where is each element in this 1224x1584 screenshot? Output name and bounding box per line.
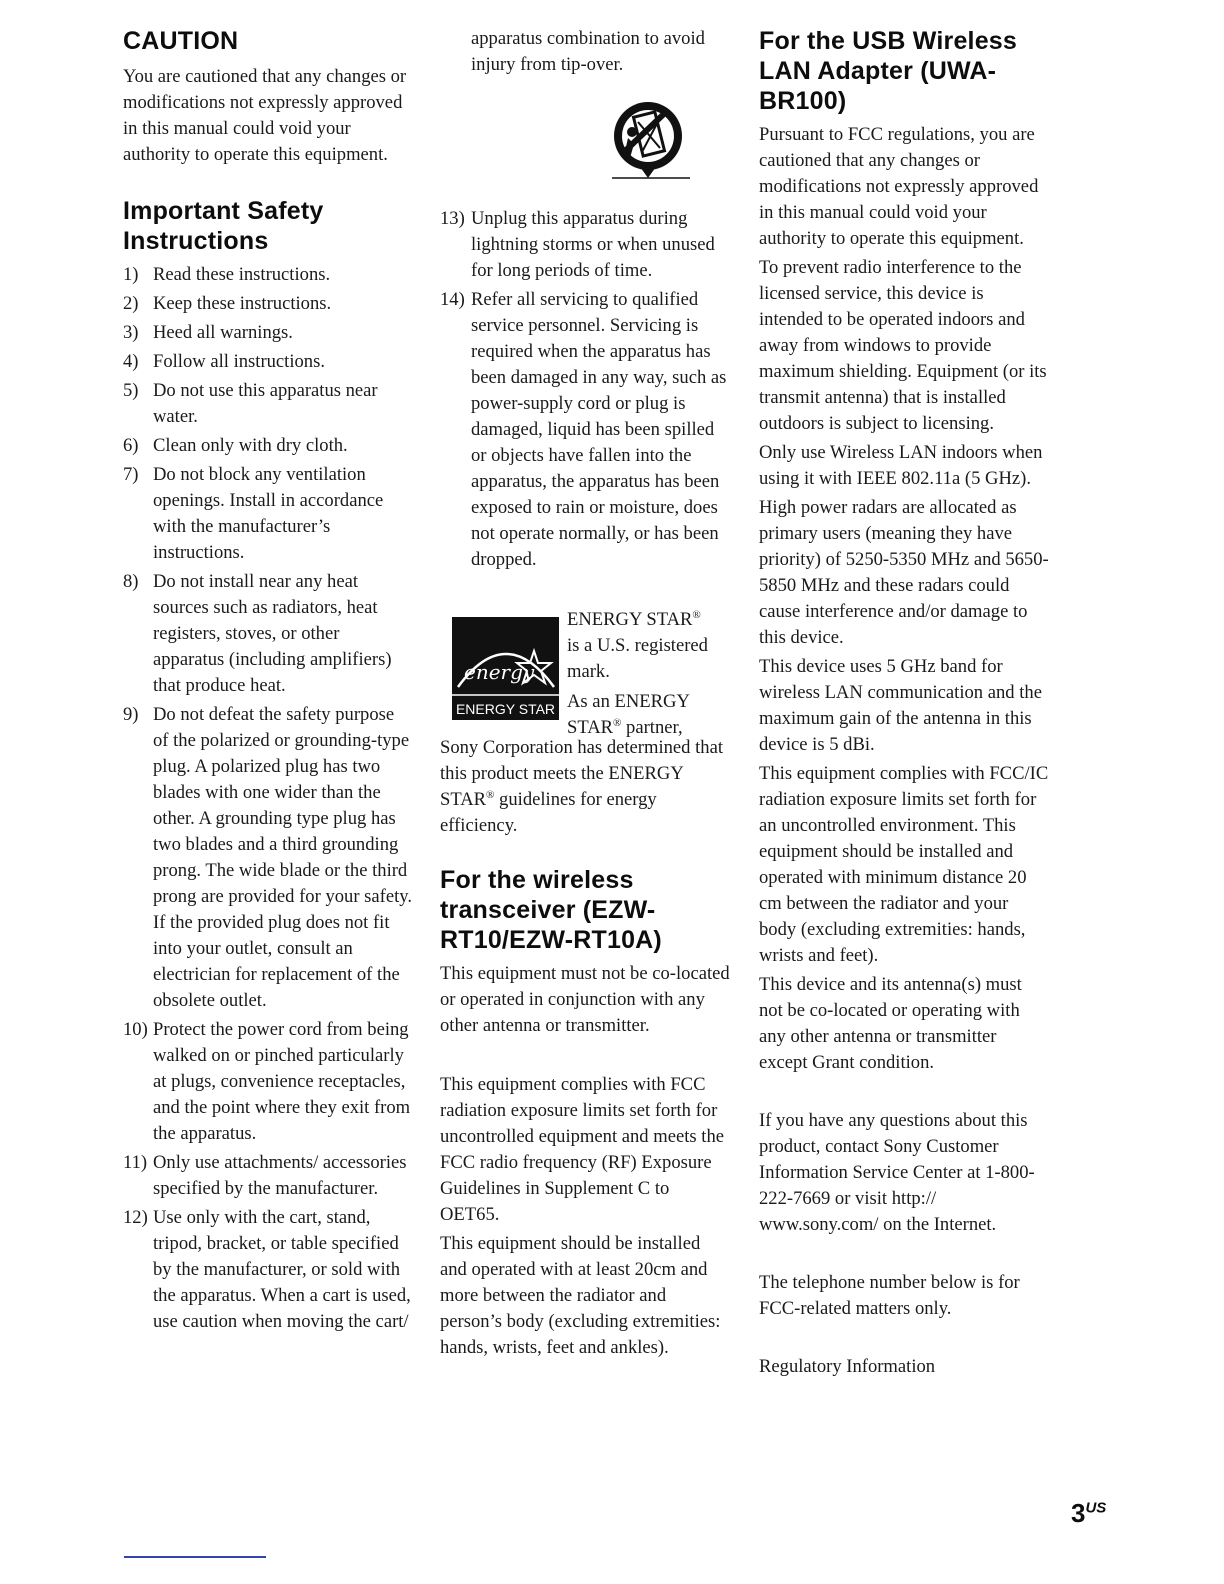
list-item bbox=[123, 702, 413, 1014]
item-number: 10) bbox=[123, 1019, 148, 1040]
energy-script-text: energy bbox=[464, 660, 535, 684]
safety-heading bbox=[123, 196, 413, 256]
item12-continued: apparatus combination to avoid injury from tip-over. bbox=[471, 28, 705, 75]
list-item bbox=[123, 349, 413, 375]
item-text: Refer all servicing to qualified service personnel. Servicing is required when the apparatus has been damaged in any way, such as power-supply cord or plug is damaged, liquid has been spilled or objects have fallen into the apparatus, the apparatus has been exposed to rain or moisture, does not operate normally, or has been dropped. bbox=[471, 289, 727, 570]
cart-tipover-warning-icon bbox=[602, 92, 698, 188]
list-item bbox=[123, 378, 413, 430]
column-1 bbox=[123, 26, 413, 1338]
usb-adapter-heading bbox=[759, 26, 1049, 116]
energy-star-body bbox=[440, 735, 730, 839]
usb-paragraph: To prevent radio interference to the licensed service, this device is intended to be operated indoors and away from windows to provide maximum shielding. Equipment (or its transmit antenna) that is installed outdoors is subject to licensing. bbox=[759, 257, 1047, 434]
list-item bbox=[440, 287, 730, 573]
item-text: Only use attachments/ accessories specified by the manufacturer. bbox=[153, 1152, 407, 1199]
heading-line: For the USB Wireless bbox=[759, 27, 1018, 55]
list-item bbox=[123, 1150, 413, 1202]
item-number: 12) bbox=[123, 1207, 148, 1228]
safety-heading-line2: Instructions bbox=[123, 227, 269, 255]
energy-star-body-a: Sony Corporation has determined that this product meets the ENERGY STAR bbox=[440, 737, 723, 810]
list-item bbox=[123, 262, 413, 288]
energy-star-notice bbox=[567, 607, 732, 741]
item-text: Follow all instructions. bbox=[153, 351, 325, 372]
list-item bbox=[123, 320, 413, 346]
item-number: 5) bbox=[123, 380, 139, 401]
item-text: Do not install near any heat sources such as radiators, heat registers, stoves, or other apparatus (including amplifiers) that produce heat. bbox=[153, 571, 392, 696]
item-number: 11) bbox=[123, 1152, 148, 1173]
heading-line: transceiver (EZW- bbox=[440, 896, 656, 924]
page-number-suffix: US bbox=[1085, 1499, 1107, 1517]
usb-paragraph: This device and its antenna(s) must not be co-located or operating with any other antenna or transmitter except Grant condition. bbox=[759, 974, 1022, 1073]
item-text: Do not use this apparatus near water. bbox=[153, 380, 378, 427]
item-text: Protect the power cord from being walked on or pinched particularly at plugs, convenience receptacles, and the point where they exit from the apparatus. bbox=[153, 1019, 411, 1144]
energy-star-name: ENERGY STAR bbox=[567, 609, 693, 630]
caution-heading: CAUTION bbox=[123, 27, 239, 55]
item-number: 8) bbox=[123, 571, 139, 592]
transceiver-paragraph: This equipment must not be co-located or operated in conjunction with any other antenna or transmitter. bbox=[440, 963, 730, 1036]
item-number: 2) bbox=[123, 293, 139, 314]
item-number: 3) bbox=[123, 322, 139, 343]
regulatory-information-label: Regulatory Information bbox=[759, 1356, 936, 1377]
item-text: Unplug this apparatus during lightning storms or when unused for long periods of time. bbox=[471, 208, 715, 281]
usb-paragraph: Only use Wireless LAN indoors when using it with IEEE 802.11a (5 GHz). bbox=[759, 442, 1043, 489]
safety-list-continued bbox=[440, 206, 730, 573]
heading-line: RT10/EZW-RT10A) bbox=[440, 926, 662, 954]
safety-list bbox=[123, 262, 413, 1335]
energy-star-partner-line1: As an ENERGY bbox=[567, 691, 690, 712]
heading-line: BR100) bbox=[759, 87, 847, 115]
energy-star-body-b: guidelines for energy efficiency. bbox=[440, 789, 657, 836]
energy-star-block bbox=[440, 607, 730, 738]
item-number: 6) bbox=[123, 435, 139, 456]
item-text: Keep these instructions. bbox=[153, 293, 332, 314]
registered-mark: ® bbox=[692, 608, 701, 621]
energy-star-partner-word: partner, bbox=[621, 717, 683, 738]
usb-paragraph: Pursuant to FCC regulations, you are cautioned that any changes or modifications not expressly approved in this manual could void your authority to operate this equipment. bbox=[759, 124, 1039, 249]
energy-star-registered: is a U.S. registered mark. bbox=[567, 635, 708, 682]
item-text: Clean only with dry cloth. bbox=[153, 435, 348, 456]
item-number: 13) bbox=[440, 208, 465, 229]
column-3 bbox=[759, 26, 1049, 1380]
item-number: 1) bbox=[123, 264, 139, 285]
list-item bbox=[123, 291, 413, 317]
usb-paragraph: This equipment complies with FCC/IC radiation exposure limits set forth for an uncontrolled environment. This equipment should be installed and operated with minimum distance 20 cm between the radiator and your body (excluding extremities: hands, wrists and feet). bbox=[759, 763, 1049, 966]
footer-rule bbox=[124, 1556, 266, 1558]
registered-mark: ® bbox=[613, 716, 622, 729]
list-item bbox=[440, 206, 730, 284]
heading-line: For the wireless bbox=[440, 866, 634, 894]
item-number: 14) bbox=[440, 289, 465, 310]
heading-line: LAN Adapter (UWA- bbox=[759, 57, 997, 85]
item-text: Read these instructions. bbox=[153, 264, 331, 285]
caution-text: You are cautioned that any changes or modifications not expressly approved in this manual could void your authority to operate this equipment. bbox=[123, 66, 407, 165]
item-text: Do not block any ventilation openings. Install in accordance with the manufacturer’s instructions. bbox=[153, 464, 384, 563]
usb-paragraph: This device uses 5 GHz band for wireless LAN communication and the maximum gain of the antenna in this device is 5 dBi. bbox=[759, 656, 1042, 755]
list-item bbox=[123, 1017, 413, 1147]
list-item bbox=[123, 462, 413, 566]
column-2 bbox=[440, 26, 730, 1361]
energy-star-logo bbox=[452, 617, 559, 720]
list-item bbox=[123, 1205, 413, 1335]
usb-phone-note: The telephone number below is for FCC-related matters only. bbox=[759, 1272, 1020, 1319]
wireless-transceiver-heading bbox=[440, 865, 730, 955]
item-text: Use only with the cart, stand, tripod, bracket, or table specified by the manufacturer, or sold with the apparatus. When a cart is used, use caution when moving the cart/ bbox=[153, 1207, 411, 1332]
usb-contact-paragraph: If you have any questions about this product, contact Sony Customer Information Service Center at 1-800-222-7669 or visit http:// www.sony.com/ on the Internet. bbox=[759, 1110, 1035, 1235]
list-item bbox=[123, 433, 413, 459]
energy-star-logo-label: ENERGY STAR bbox=[455, 701, 556, 717]
energy-star-partner-star: STAR bbox=[567, 717, 614, 738]
registered-mark: ® bbox=[486, 788, 495, 801]
usb-paragraph: High power radars are allocated as primary users (meaning they have priority) of 5250-5350 MHz and 5650-5850 MHz and these radars could cause interference and/or damage to this device. bbox=[759, 497, 1049, 648]
page-number-digit: 3 bbox=[1071, 1498, 1086, 1528]
item-number: 4) bbox=[123, 351, 139, 372]
transceiver-paragraph: This equipment complies with FCC radiation exposure limits set forth for uncontrolled equipment and meets the FCC radio frequency (RF) Exposure Guidelines in Supplement C to OET65. bbox=[440, 1074, 724, 1225]
item-text: Heed all warnings. bbox=[153, 322, 293, 343]
list-item bbox=[123, 569, 413, 699]
item-number: 7) bbox=[123, 464, 139, 485]
transceiver-paragraph: This equipment should be installed and operated with at least 20cm and more between the radiator and person’s body (excluding extremities: hands, wrists, feet and ankles). bbox=[440, 1233, 721, 1358]
safety-heading-line1: Important Safety bbox=[123, 197, 324, 225]
page-number bbox=[1071, 1498, 1106, 1529]
item-text: Do not defeat the safety purpose of the polarized or grounding-type plug. A polarized plug has two blades with one wider than the other. A grounding type plug has two blades and a third grounding prong. The wide blade or the third prong are provided for your safety. If the provided plug does not fit into your outlet, consult an electrician for replacement of the obsolete outlet. bbox=[153, 704, 413, 1011]
item-number: 9) bbox=[123, 704, 139, 725]
